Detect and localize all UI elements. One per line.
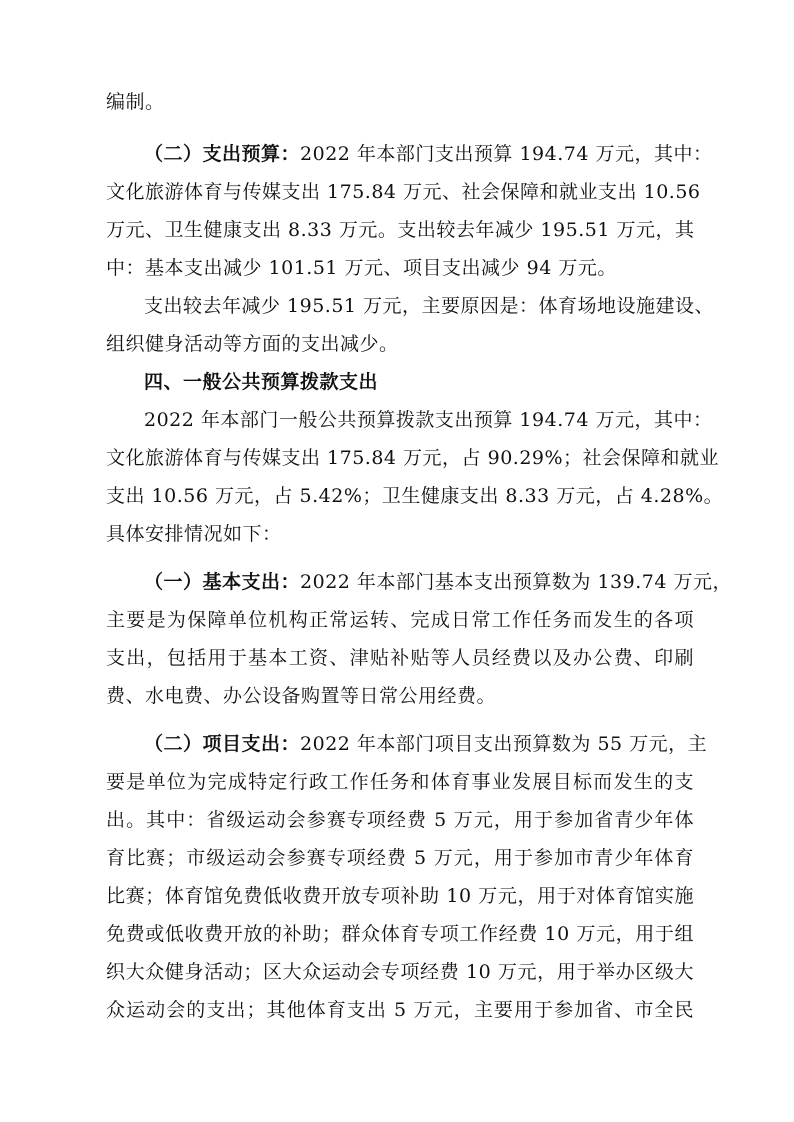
paragraph-line: 万元、卫生健康支出 8.33 万元。支出较去年减少 195.51 万元，其 <box>106 219 695 241</box>
paragraph-line: 织大众健身活动；区大众运动会专项经费 10 万元，用于举办区级大 <box>106 961 694 983</box>
paragraph-line: 众运动会的支出；其他体育支出 5 万元，主要用于参加省、市全民 <box>106 999 694 1021</box>
paragraph-line: 支出，包括用于基本工资、津贴补贴等人员经费以及办公费、印刷 <box>106 647 694 669</box>
paragraph-line <box>144 142 713 166</box>
paragraph-line: 支出较去年减少 195.51 万元，主要原因是：体育场地设施建设、 <box>144 295 715 317</box>
paragraph-line: 编制。 <box>106 91 165 113</box>
paragraph-line: 组织健身活动等方面的支出减少。 <box>106 333 399 355</box>
section-heading: 四、一般公共预算拨款支出 <box>144 371 379 393</box>
paragraph-line: 2022 年本部门一般公共预算拨款支出预算 194.74 万元，其中： <box>144 409 713 431</box>
paragraph-line: 具体安排情况如下： <box>106 523 282 545</box>
paragraph-line: 要是单位为完成特定行政工作任务和体育事业发展目标而发生的支 <box>106 771 694 793</box>
paragraph-text: 2022 年本部门支出预算 194.74 万元，其中： <box>300 143 713 165</box>
paragraph-line: 主要是为保障单位机构正常运转、完成日常工作任务而发生的各项 <box>106 609 694 631</box>
paragraph-line: 育比赛；市级运动会参赛专项经费 5 万元，用于参加市青少年体育 <box>106 847 694 869</box>
paragraph-line: 出。其中：省级运动会参赛专项经费 5 万元，用于参加省青少年体 <box>106 809 694 831</box>
paragraph-line <box>144 732 708 756</box>
paragraph-line: 免费或低收费开放的补助；群众体育专项工作经费 10 万元，用于组 <box>106 923 694 945</box>
paragraph-line: 文化旅游体育与传媒支出 175.84 万元、社会保障和就业支出 10.56 <box>106 181 701 203</box>
paragraph-line: 费、水电费、办公设备购置等日常公用经费。 <box>106 685 497 707</box>
paragraph-line: 比赛；体育馆免费低收费开放专项补助 10 万元，用于对体育馆实施 <box>106 885 694 907</box>
section-label: （二）支出预算： <box>144 143 301 165</box>
paragraph-text: 2022 年本部门基本支出预算数为 139.74 万元， <box>300 571 732 593</box>
paragraph-line <box>144 570 732 594</box>
paragraph-text: 2022 年本部门项目支出预算数为 55 万元，主 <box>300 733 708 755</box>
section-label: （二）项目支出： <box>144 733 301 755</box>
section-label: （一）基本支出： <box>144 571 301 593</box>
paragraph-line: 支出 10.56 万元，占 5.42%；卫生健康支出 8.33 万元，占 4.28%。 <box>106 485 724 507</box>
paragraph-line: 中：基本支出减少 101.51 万元、项目支出减少 94 万元。 <box>106 257 617 279</box>
paragraph-line: 文化旅游体育与传媒支出 175.84 万元，占 90.29%；社会保障和就业 <box>106 447 720 469</box>
